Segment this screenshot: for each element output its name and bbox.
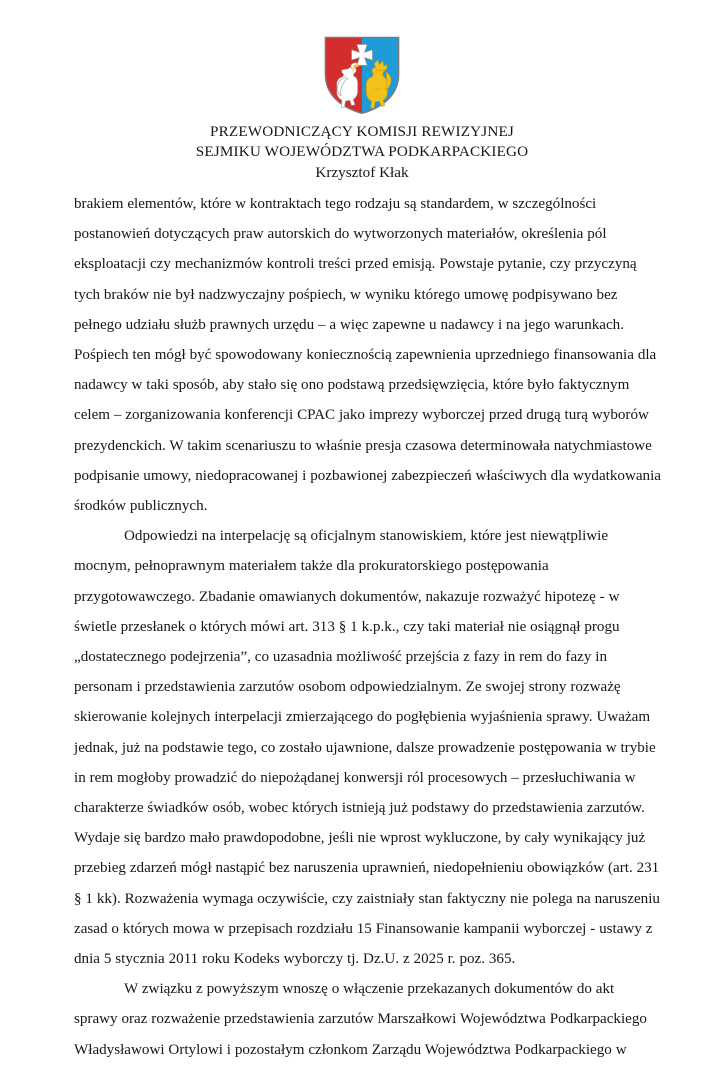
coat-of-arms-icon: [318, 34, 406, 116]
document-heading: [0, 122, 724, 183]
emblem-container: [0, 0, 724, 122]
heading-line-2: SEJMIKU WOJEWÓDZTWA PODKARPACKIEGO: [195, 142, 529, 160]
paragraph-3: W związku z powyższym wnoszę o włączenie przekazanych dokumentów do akt sprawy oraz rozważenie przedstawienia zarzutów Marszałkowi Województwa Podkarpackiego Władysławowi Ortylowi i pozostałym członkom Zarządu Województwa Podkarpackiego w: [74, 981, 647, 1058]
paragraph-1: brakiem elementów, które w kontraktach tego rodzaju są standardem, w szczególności postanowień dotyczących praw autorskich do wytworzonych materiałów, określenia pól eksploatacji czy mechanizmów kontroli treści przed emisją. Powstaje pytanie, czy przyczyną tych braków nie był nadzwyczajny pośpiech, w wyniku którego umowę podpisywano bez pełnego udziału służb prawnych urzędu – a więc zapewne u nadawcy i na jego warunkach. Pośpiech ten mógł być spowodowany koniecznością zapewnienia uprzedniego finansowania dla nadawcy w taki sposób, aby stało się ono podstawą przedsięwzięcia, które było faktycznym celem – zorganizowania konferencji CPAC jako imprezy wyborczej przed drugą turą wyborów prezydenckich. W takim scenariuszu to właśnie presja czasowa determinowała natychmiastowe podpisanie umowy, niedopracowanej i pozbawionej zabezpieczeń właściwych dla wydatkowania środków publicznych.: [74, 196, 662, 515]
paragraph-2: Odpowiedzi na interpelację są oficjalnym stanowiskiem, które jest niewątpliwie mocnym, pełnoprawnym materiałem także dla prokuratorskiego postępowania przygotowawczego. Zbadanie omawianych dokumentów, nakazuje rozważyć hipotezę - w świetle przesłanek o których mówi art. 313 § 1 k.p.k., czy taki materiał nie osiągnął progu „dostatecznego podejrzenia”, co uzasadnia możliwość przejścia z fazy in rem do fazy in personam i przedstawienia zarzutów osobom odpowiedzialnym. Ze swojej strony rozważę skierowanie kolejnych interpelacji zmierzającego do pogłębienia wyjaśnienia sprawy. Uważam jednak, już na podstawie tego, co zostało ujawnione, dalsze prowadzenie postępowania w trybie in rem mogłoby prowadzić do niepożądanej konwersji ról procesowych – przesłuchiwania w charakterze świadków osób, wobec których istnieją już podstawy do przedstawienia zarzutów. Wydaje się bardzo mało prawdopodobne, jeśli nie wprost wykluczone, by cały wynikający już przebieg zdarzeń mógł nastąpić bez naruszenia uprawnień, niedopełnieniu obowiązków (art. 231 § 1 kk). Rozważenia wymaga oczywiście, czy zaistniały stan faktyczny nie polega na naruszeniu zasad o których mowa w przepisach rozdziału 15 Finansowanie kampanii wyborczej - ustawy z dnia 5 stycznia 2011 roku Kodeks wyborczy tj. Dz.U. z 2025 r. poz. 365.: [74, 528, 660, 968]
heading-line-1: PRZEWODNICZĄCY KOMISJI REWIZYJNEJ: [210, 123, 514, 140]
document-body: [0, 183, 724, 1065]
heading-signer-name: Krzysztof Kłak: [315, 164, 409, 181]
